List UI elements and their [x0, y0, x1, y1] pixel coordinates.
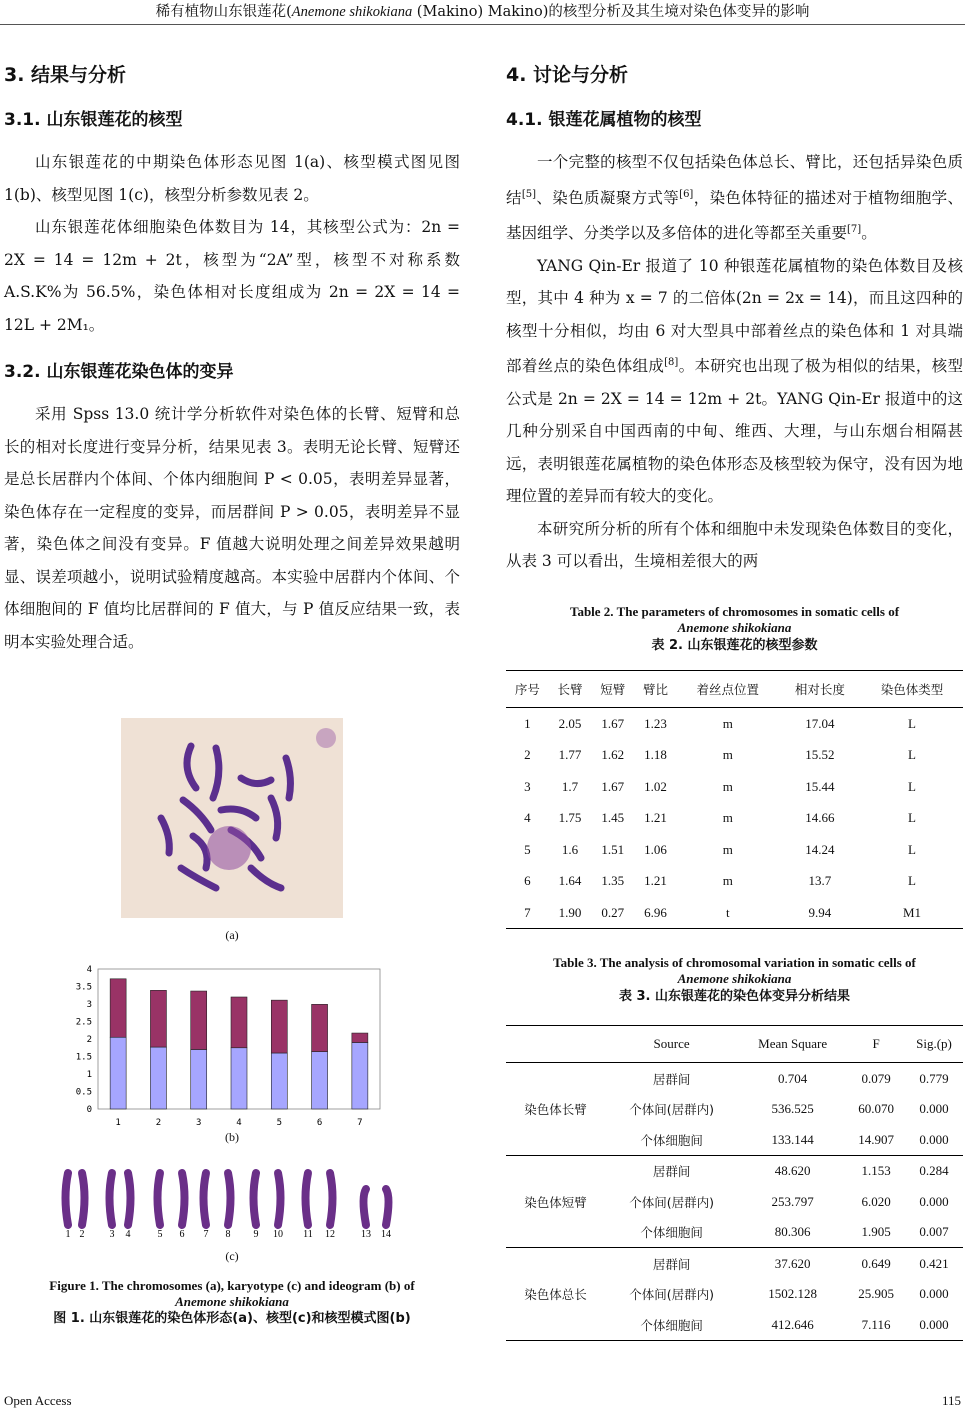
section-3-2-heading: 3.2. 山东银莲花染色体的变异	[4, 362, 234, 382]
table-cell: 1.02	[644, 778, 667, 794]
table-cell: 1.64	[558, 873, 582, 889]
metaphase-chromosome-photo	[121, 718, 343, 918]
table-cell: t	[677, 897, 779, 929]
y-tick-label: 1	[86, 1070, 92, 1080]
table-cell: 居群间	[652, 1256, 691, 1272]
table-group-label: 染色体短臂	[506, 1155, 605, 1248]
y-tick-label: 4	[86, 965, 92, 975]
table-cell: 253.797	[771, 1193, 814, 1209]
x-tick-label: 6	[316, 1118, 323, 1128]
figure-1	[4, 718, 460, 1328]
table-cell: 1.6	[561, 841, 579, 857]
table-cell: 居群间	[652, 1164, 691, 1180]
figure-caption-en-italic: Anemone shikokiana	[175, 1294, 289, 1309]
y-tick-label: 3.5	[75, 982, 92, 993]
table-cell: 1.67	[601, 715, 625, 731]
table-cell: 17.04	[805, 715, 835, 731]
karyotype-label: 12	[325, 1229, 335, 1239]
table-cell: 15.52	[805, 747, 835, 763]
table-cell: 0.000	[905, 1309, 963, 1340]
table-cell: 1.153	[861, 1163, 891, 1179]
table-cell: 1.7	[561, 778, 579, 794]
table-cell: L	[908, 747, 916, 763]
y-tick-label: 0.5	[75, 1087, 92, 1098]
table-cell: m	[722, 778, 733, 794]
citation: [8]	[664, 357, 679, 369]
table-3	[506, 1025, 963, 1341]
karyotype-label: 7	[203, 1229, 209, 1239]
table-cell: 0.284	[919, 1163, 949, 1179]
table-cell: 1.23	[644, 715, 667, 731]
table-cell: 37.620	[774, 1255, 811, 1271]
bar-short-arm-2	[150, 1047, 166, 1109]
table-cell: m	[722, 810, 733, 826]
table-cell: 1.35	[601, 873, 625, 889]
y-tick-label: 0	[86, 1105, 92, 1115]
header-title-post: (Makino) Makino)的核型分析及其生境对染色体变异的影响	[412, 4, 810, 20]
bar-short-arm-4	[231, 1048, 247, 1109]
table-cell: 14.907	[847, 1124, 905, 1155]
table-cell: 0.421	[919, 1255, 949, 1271]
table-header-cell: 长臂	[549, 670, 592, 707]
karyotype-label: 2	[79, 1229, 85, 1239]
table-cell: 13.7	[808, 873, 832, 889]
table-row	[506, 897, 963, 929]
karyotype-label: 10	[273, 1229, 283, 1239]
table-cell: 6	[524, 873, 531, 889]
y-tick-label: 2	[86, 1035, 92, 1045]
table-cell: 个体间(居群内)	[629, 1102, 714, 1118]
table-row	[506, 802, 963, 834]
table-header-cell: Sig.(p)	[905, 1026, 963, 1063]
table-group-label: 染色体总长	[506, 1248, 605, 1341]
table-header-cell: 序号	[506, 670, 549, 707]
karyotype-label: 4	[125, 1229, 131, 1239]
figure-caption-en: Figure 1. The chromosomes (a), karyotype (c) and ideogram (b) of	[49, 1278, 415, 1293]
table-cell: 0.000	[919, 1193, 949, 1209]
paragraph: 山东银莲花的中期染色体形态见图 1(a)、核型模式图见图 1(b)、核型见图 1(c)，核型分析参数见表 2。	[4, 153, 460, 204]
bar-long-arm-3	[191, 991, 207, 1049]
karyotype-chromosome	[82, 1173, 85, 1225]
karyotype-chromosome	[386, 1189, 389, 1225]
table-cell: L	[908, 778, 916, 794]
table-cell: 个体细胞间	[605, 1309, 738, 1340]
karyotype-label: 8	[225, 1229, 231, 1239]
karyotype-label: 14	[381, 1229, 391, 1239]
karyotype-label: 13	[361, 1229, 371, 1239]
karyotype-chromosome	[182, 1173, 185, 1225]
running-header	[0, 0, 965, 25]
karyotype-label: 6	[179, 1229, 185, 1239]
table-cell: 0.007	[905, 1217, 963, 1248]
table-header-cell: 着丝点位置	[677, 670, 779, 707]
karyotype-chromosome	[330, 1173, 333, 1225]
table-cell: 1.21	[644, 873, 667, 889]
karyotype-chromosome	[158, 1173, 161, 1225]
karyotype-chromosome	[128, 1173, 131, 1225]
bar-long-arm-1	[110, 979, 126, 1037]
table-cell: m	[722, 873, 733, 889]
karyotype-chromosome	[306, 1173, 309, 1225]
table-cell: 0.649	[861, 1255, 891, 1271]
citation: [6]	[679, 188, 694, 200]
table-cell: 1.905	[847, 1217, 905, 1248]
table-header-cell: F	[847, 1026, 905, 1063]
table-cell: m	[722, 715, 733, 731]
table-cell: 536.525	[771, 1101, 814, 1117]
table-cell: 412.646	[738, 1309, 847, 1340]
y-tick-label: 1.5	[75, 1052, 92, 1063]
table-cell: 0.000	[919, 1101, 949, 1117]
bar-short-arm-6	[312, 1052, 328, 1109]
figure-label-c: (c)	[225, 1249, 239, 1263]
table-cell: 0.079	[861, 1070, 891, 1086]
table-cell: 1.21	[644, 810, 667, 826]
x-tick-label: 4	[236, 1118, 242, 1128]
paragraph: 一个完整的核型不仅包括染色体总长、臂比，还包括异染色质结[5]、染色质凝聚方式等[6]，染色体特征的描述对于植物细胞学、基因组学、分类学以及多倍体的进化等都至关重要[7]。	[506, 153, 963, 243]
section-3-heading: 3. 结果与分析	[4, 64, 127, 86]
karyotype-label: 11	[303, 1229, 313, 1239]
table-row	[506, 1155, 963, 1186]
bar-long-arm-2	[150, 990, 166, 1047]
paragraph: 山东银莲花体细胞染色体数目为 14，其核型公式为：2n = 2X = 14 = 12m + 2t，核型为“2A”型，核型不对称系数 A.S.K%为 56.5%，染色体相对长度组成为 2n = 2X = 14 = 12L + 2M₁。	[4, 218, 460, 334]
table-cell: 0.000	[905, 1124, 963, 1155]
table-cell: 个体间(居群内)	[629, 1194, 714, 1210]
paragraph: 采用 Spss 13.0 统计学分析软件对染色体的长臂、短臂和总长的相对长度进行变异分析，结果见表 3。表明无论长臂、短臂还是总长居群内个体间、个体内细胞间 P < 0.05，表明差异显著，染色体存在一定程度的变异，而居群间 P > 0.05，表明差异不显著，染色体之间没有变异。F 值越大说明处理之间差异效果越明显、误差项越小，说明试验精度越高。本实验中居群内个体间、个体细胞间的 F 值均比居群间的 F 值大，与 P 值反应结果一致，表明本实验处理合适。	[4, 405, 460, 651]
table-cell: 60.070	[858, 1101, 894, 1117]
table-header-cell: 短臂	[591, 670, 634, 707]
section-4-heading: 4. 讨论与分析	[506, 64, 629, 86]
header-title-pre: 稀有植物山东银莲花(	[155, 4, 292, 20]
bar-short-arm-7	[352, 1043, 368, 1110]
table-cell: L	[908, 841, 916, 857]
right-column	[506, 48, 963, 1341]
table-cell: 1.18	[644, 747, 667, 763]
bar-short-arm-5	[271, 1053, 287, 1109]
bar-short-arm-1	[110, 1037, 126, 1109]
left-column	[4, 48, 460, 658]
x-tick-label: 2	[155, 1118, 162, 1128]
table-row	[506, 1248, 963, 1279]
table-cell: 0.000	[919, 1286, 949, 1302]
table-row	[506, 834, 963, 866]
table-cell: 个体细胞间	[605, 1217, 738, 1248]
figure-caption-zh: 图 1. 山东银莲花的染色体形态(a)、核型(c)和核型模式图(b)	[53, 1311, 411, 1326]
karyotype-chromosome	[204, 1173, 207, 1225]
table-cell: 2	[524, 747, 531, 763]
table-cell: 15.44	[805, 778, 835, 794]
table-group-label: 染色体长臂	[506, 1063, 605, 1156]
table-2	[506, 670, 963, 930]
table-cell: 0.27	[591, 897, 634, 929]
table-row	[506, 771, 963, 803]
table-cell: m	[722, 747, 733, 763]
table-2-caption: Table 2. The parameters of chromosomes in somatic cells of Anemone shikokiana 表 2. 山东银莲花的核型参数	[569, 603, 900, 653]
table-row	[506, 1063, 963, 1094]
table-cell: 居群间	[652, 1071, 691, 1087]
x-tick-label: 7	[357, 1118, 363, 1128]
x-tick-label: 5	[276, 1118, 282, 1128]
table-cell: L	[908, 873, 916, 889]
karyotype-chromosome	[110, 1173, 113, 1225]
table-cell: 个体细胞间	[605, 1124, 738, 1155]
table-cell: 14.66	[805, 810, 835, 826]
footer-page-number: 115	[941, 1393, 961, 1408]
table-cell: L	[908, 810, 916, 826]
table-header-cell	[506, 1026, 605, 1063]
table-cell: 80.306	[738, 1217, 847, 1248]
table-cell: 1.77	[558, 747, 582, 763]
citation: [5]	[521, 188, 537, 200]
karyotype-chromosome	[66, 1173, 69, 1225]
table-row	[506, 707, 963, 739]
table-cell: M1	[861, 897, 963, 929]
y-tick-label: 3	[86, 1000, 92, 1010]
table-row	[506, 739, 963, 771]
table-cell: 14.24	[805, 841, 835, 857]
table-cell: 5	[524, 841, 531, 857]
bar-short-arm-3	[191, 1050, 207, 1110]
bar-long-arm-6	[312, 1004, 328, 1051]
figure-label-a: (a)	[225, 928, 239, 942]
x-tick-label: 3	[196, 1118, 202, 1128]
citation: [7]	[847, 224, 862, 236]
table-cell: 7	[506, 897, 549, 929]
paragraph: YANG Qin-Er 报道了 10 种银莲花属植物的染色体数目及核型，其中 4 种为 x = 7 的二倍体(2n = 2x = 14)，而且这四种的核型十分相似，均由 6 对大型具中部着丝点的染色体和 1 对具端部着丝点的染色体组成[8]。本研究也出现了极为相似的结果，核型公式是 2n = 2X = 14 = 12m + 2t。YANG Qin-Er 报道中的这几种分别采自中国西南的中甸、维西、大理，与山东烟台相隔甚远，表明银莲花属植物的染色体形态及核型较为保守，没有因为地理位置的差异而有较大的变化。	[506, 256, 963, 506]
table-cell: 1.67	[601, 778, 625, 794]
table-header-cell: 染色体类型	[861, 670, 963, 707]
table-cell: 1.06	[644, 841, 667, 857]
table-cell: 个体间(居群内)	[629, 1287, 714, 1303]
section-3-1-heading: 3.1. 山东银莲花的核型	[4, 110, 183, 130]
table-cell: 0.704	[778, 1070, 808, 1086]
table-cell: m	[722, 841, 733, 857]
table-cell: 9.94	[779, 897, 861, 929]
karyotype-label: 3	[109, 1229, 115, 1239]
paragraph: 本研究所分析的所有个体和细胞中未发现染色体数目的变化，从表 3 可以看出，生境相差很大的两	[506, 519, 963, 571]
table-row	[506, 865, 963, 897]
ideogram-chart	[64, 959, 394, 1134]
table-header-cell: 臂比	[634, 670, 677, 707]
table-cell: 133.144	[738, 1124, 847, 1155]
table-cell: 7.116	[847, 1309, 905, 1340]
table-header-cell: Source	[605, 1026, 738, 1063]
table-cell: 1.51	[601, 841, 625, 857]
karyotype-label: 9	[253, 1229, 259, 1239]
karyotype-chromosome	[254, 1173, 257, 1225]
karyotype-chromosome	[278, 1173, 281, 1225]
bar-long-arm-5	[271, 1000, 287, 1053]
bar-long-arm-4	[231, 997, 247, 1048]
table-cell: 1.75	[558, 810, 582, 826]
table-3-caption: Table 3. The analysis of chromosomal variation in somatic cells of Anemone shikokiana 表 3. 山东银莲花的染色体变异分析结果	[553, 955, 916, 1005]
table-cell: 1	[524, 715, 531, 731]
section-4-1-heading: 4.1. 银莲花属植物的核型	[506, 110, 702, 130]
table-cell: L	[908, 715, 916, 731]
table-cell: 4	[524, 810, 531, 826]
figure-label-b: (b)	[225, 1130, 239, 1144]
x-tick-label: 1	[115, 1118, 121, 1128]
table-cell: 1.45	[601, 810, 625, 826]
table-header-cell: Mean Square	[738, 1026, 847, 1063]
table-cell: 3	[524, 778, 531, 794]
y-tick-label: 2.5	[75, 1017, 92, 1028]
table-cell: 2.05	[558, 715, 582, 731]
table-cell: 6.020	[861, 1193, 891, 1209]
table-cell: 0.779	[919, 1070, 949, 1086]
table-header-cell: 相对长度	[779, 670, 861, 707]
karyotype-label: 1	[65, 1229, 71, 1239]
table-cell: 1502.128	[768, 1286, 818, 1302]
header-title-italic: Anemone shikokiana	[291, 4, 413, 20]
table-cell: 1.62	[601, 747, 625, 763]
table-cell: 25.905	[858, 1286, 894, 1302]
table-cell: 48.620	[774, 1163, 811, 1179]
karyotype-chromosome	[228, 1173, 231, 1225]
karyotype-label: 5	[157, 1229, 163, 1239]
table-cell: 1.90	[549, 897, 592, 929]
bar-long-arm-7	[352, 1033, 368, 1042]
karyotype-image	[60, 1167, 400, 1239]
footer-open-access: Open Access	[4, 1393, 72, 1408]
karyotype-chromosome	[364, 1189, 367, 1225]
table-cell: 6.96	[634, 897, 677, 929]
